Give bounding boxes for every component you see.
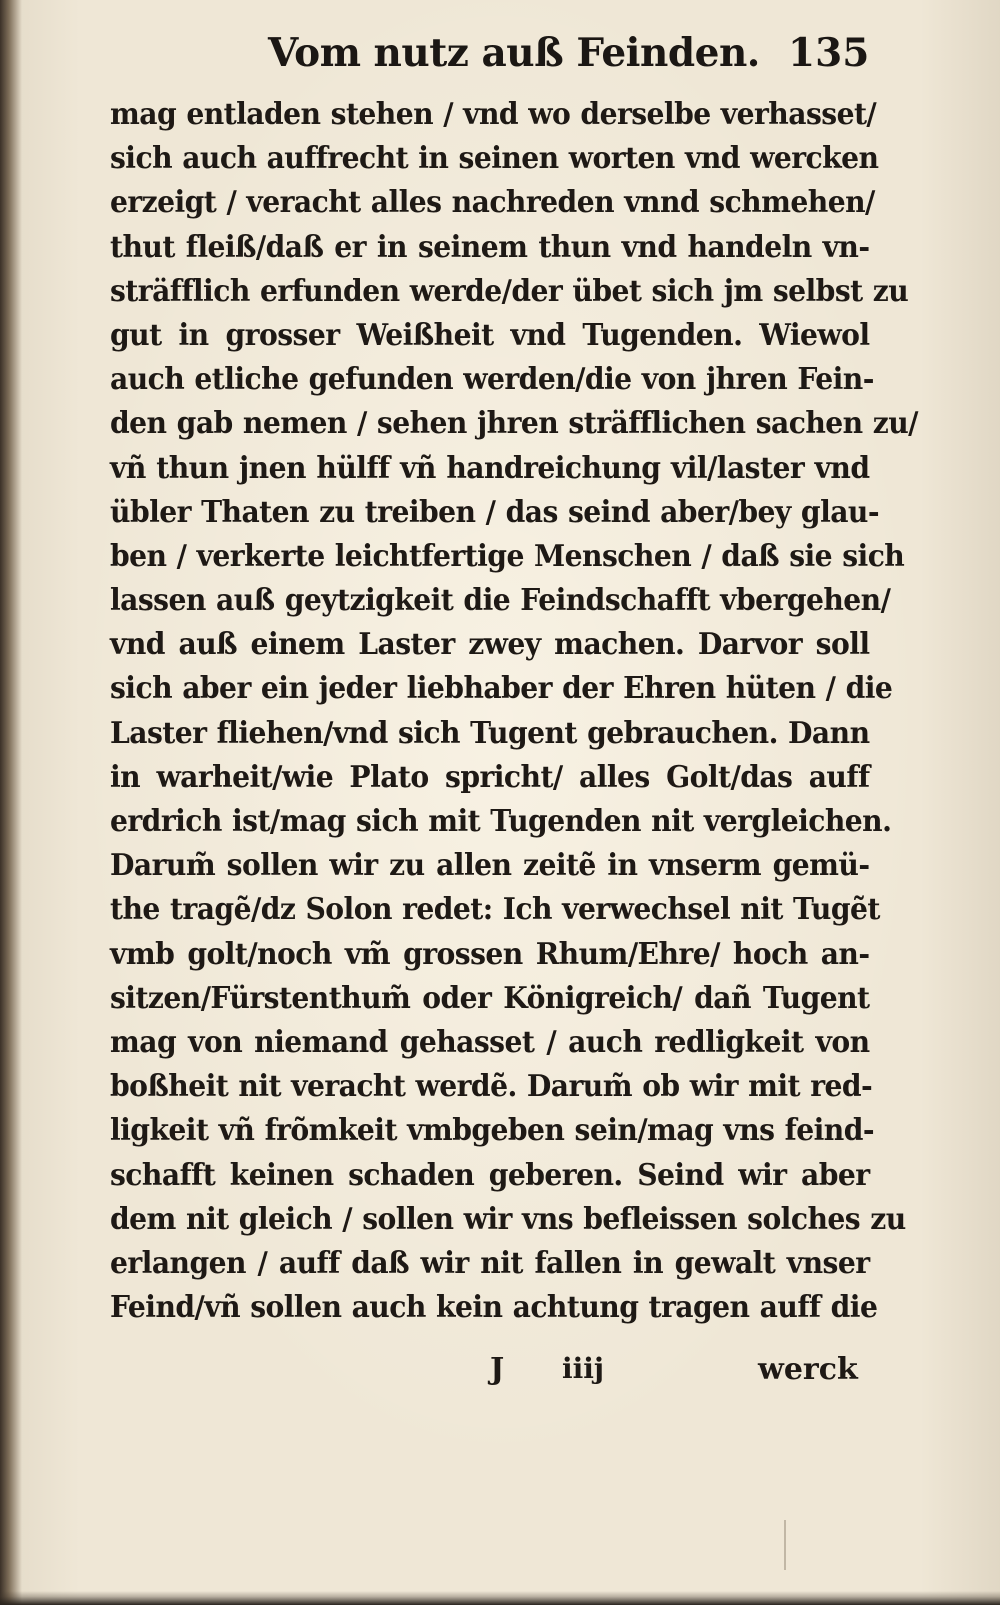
- text-line: ligkeit vñ frõmkeit vmbgeben sein/mag vns feind-: [110, 1113, 874, 1149]
- paper-crease: [784, 1520, 786, 1570]
- catchword: werck: [758, 1352, 858, 1387]
- text-line: dem nit gleich / sollen wir vns befleissen solches zu: [110, 1201, 906, 1237]
- text-line: vmb golt/noch vm̃ grossen Rhum/Ehre/ hoch an-: [110, 936, 870, 972]
- text-line: thut fleiß/daß er in seinem thun vnd handeln vn-: [110, 229, 870, 265]
- text-line: schafft keinen schaden geberen. Seind wir aber: [110, 1157, 870, 1193]
- text-line: übler Thaten zu treiben / das seind aber/bey glau-: [110, 494, 880, 530]
- signature-number: iiij: [562, 1352, 605, 1385]
- text-line: vñ thun jnen hülff vñ handreichung vil/laster vnd: [110, 450, 870, 486]
- text-line: mag entladen stehen / vnd wo derselbe verhasset/: [110, 97, 877, 132]
- text-line: the tragẽ/dz Solon redet: Ich verwechsel nit Tugẽt: [110, 892, 880, 928]
- text-line: sträfflich erfunden werde/der übet sich jm selbst zu: [110, 273, 909, 309]
- page-number: 135: [788, 30, 870, 76]
- text-line: boßheit nit veracht werdẽ. Darum̃ ob wir mit red-: [110, 1069, 873, 1105]
- text-line: den gab nemen / sehen jhren sträfflichen sachen zu/: [110, 406, 918, 442]
- text-line: Feind/vñ sollen auch kein achtung tragen auff die: [110, 1290, 878, 1326]
- text-line: vnd auß einem Laster zwey machen. Darvor soll: [110, 627, 870, 663]
- page-gutter-shadow: [0, 0, 22, 1605]
- text-line: mag von niemand gehasset / auch redligkeit von: [110, 1024, 870, 1060]
- text-line: lassen auß geytzigkeit die Feindschafft vbergehen/: [110, 583, 891, 619]
- text-line: erlangen / auff daß wir nit fallen in gewalt vnser: [110, 1245, 870, 1281]
- text-line: in warheit/wie Plato spricht/ alles Golt/das auff: [110, 759, 870, 795]
- signature-mark: J: [490, 1352, 505, 1387]
- running-title: Vom nutz auß Feinden.: [268, 30, 760, 76]
- body-text: [110, 93, 918, 1330]
- text-line: sich auch auffrecht in seinen worten vnd wercken: [110, 141, 879, 177]
- text-line: Laster fliehen/vnd sich Tugent gebrauchen. Dann: [110, 715, 870, 751]
- text-line: sitzen/Fürstenthum̃ oder Königreich/ dañ Tugent: [110, 980, 870, 1016]
- text-line: gut in grosser Weißheit vnd Tugenden. Wiewol: [110, 317, 870, 353]
- text-line: auch etliche gefunden werden/die von jhren Fein-: [110, 362, 874, 398]
- page-bottom-edge: [0, 1591, 1000, 1605]
- text-line: Darum̃ sollen wir zu allen zeitẽ in vnserm gemü-: [110, 848, 870, 884]
- text-line: erdrich ist/mag sich mit Tugenden nit vergleichen.: [110, 804, 892, 839]
- text-line: erzeigt / veracht alles nachreden vnnd schmehen/: [110, 185, 875, 221]
- page-footer: [490, 1352, 870, 1396]
- text-line: sich aber ein jeder liebhaber der Ehren hüten / die: [110, 671, 893, 707]
- text-line: ben / verkerte leichtfertige Menschen / daß sie sich: [110, 538, 905, 574]
